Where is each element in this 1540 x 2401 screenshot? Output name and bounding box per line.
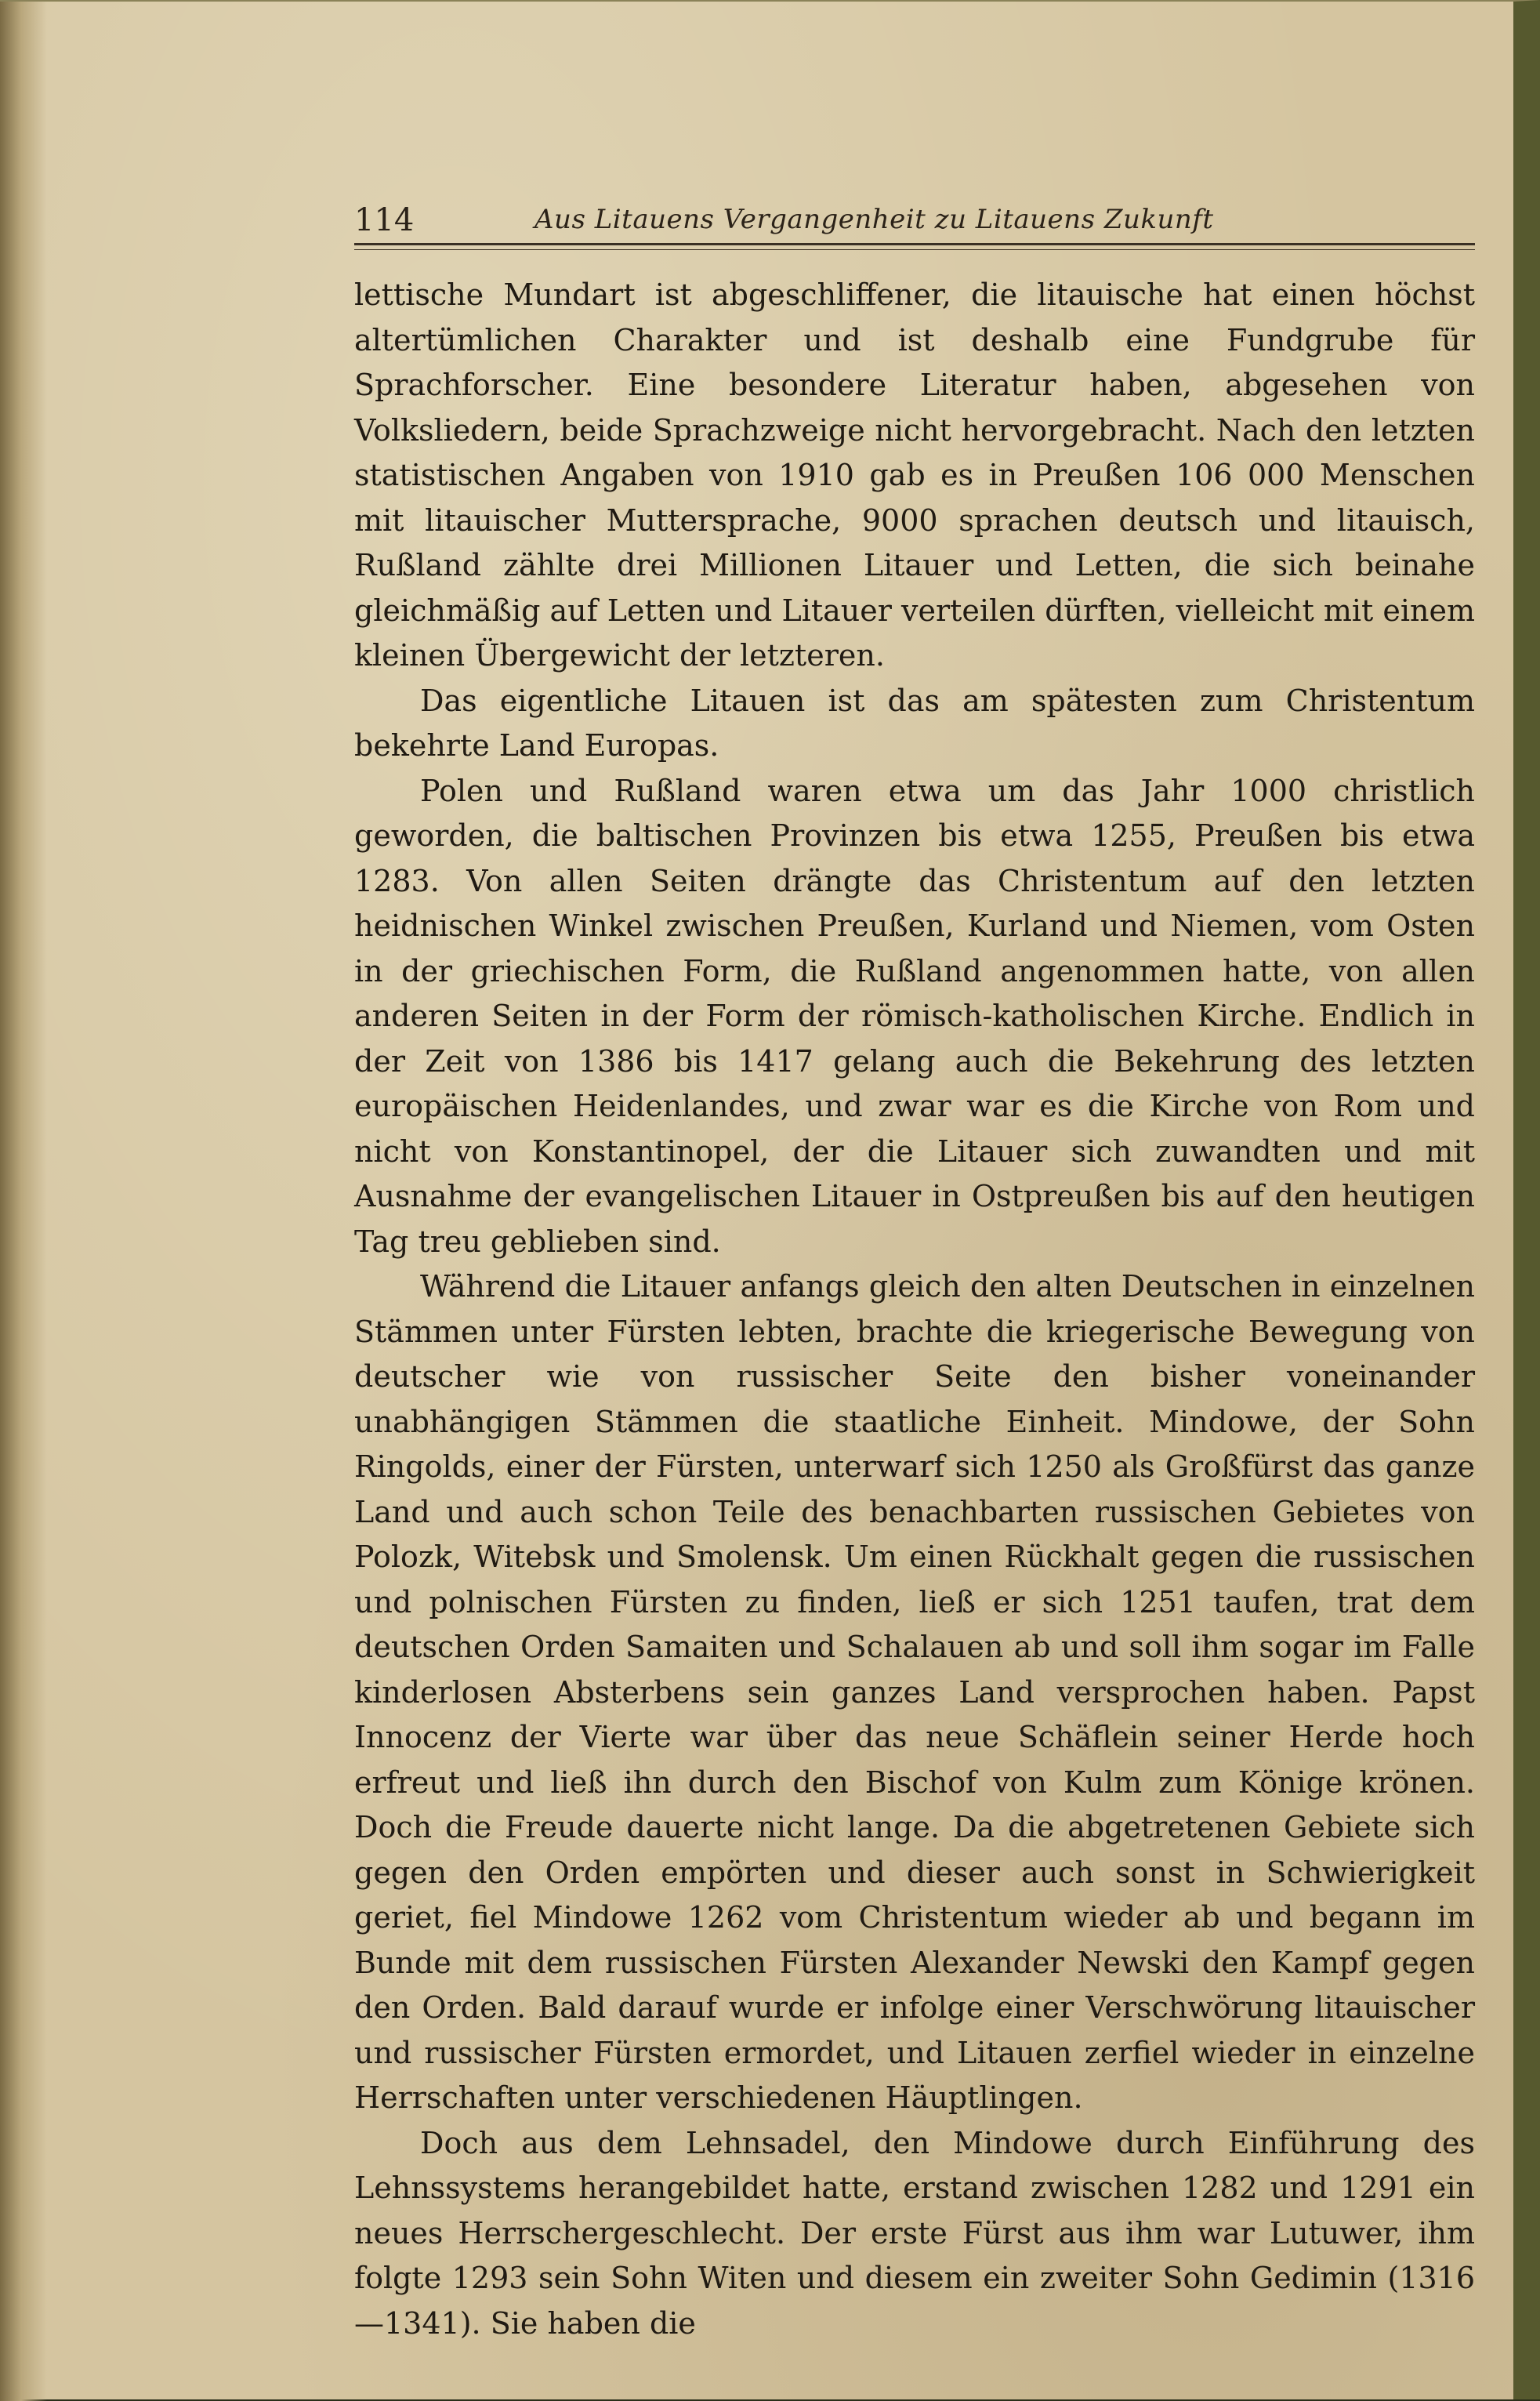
paragraph-5: Doch aus dem Lehnsadel, den Mindowe durch Einführung des Lehnssystems herangebildet hatte, erstand zwischen 1282 und 1291 ein neues Herrschergeschlecht. Der erste Fürst aus ihm war Lutuwer, ihm folgte 1293 sein Sohn Witen und diesem ein zweiter Sohn Gedimin (1316—1341). Sie haben die: [354, 2125, 1475, 2341]
running-title: Aus Litauens Vergangenheit zu Litauens Zukunft: [534, 204, 1214, 235]
paragraph-2: Das eigentliche Litauen ist das am spätesten zum Christentum bekehrte Land Europas.: [354, 683, 1475, 763]
paragraph-1: lettische Mundart ist abgeschliffener, die litauische hat einen höchst altertümlichen Charakter und ist deshalb eine Fundgrube für Sprachforscher. Eine besondere Literatur haben, abgesehen von Volksliedern, beide Sprachzweige nicht hervorgebracht. Nach den letzten statistischen Angaben von 1910 gab es in Preußen 106 000 Menschen mit litauischer Muttersprache, 9000 sprachen deutsch und litauisch, Rußland zählte drei Millionen Litauer und Letten, die sich beinahe gleichmäßig auf Letten und Litauer verteilen dürften, vielleicht mit einem kleinen Übergewicht der letzteren.: [354, 277, 1475, 673]
header-rule-thin: [354, 249, 1475, 250]
page-header: [354, 198, 1475, 246]
page-binding-shadow: [0, 2, 47, 2401]
body-text: [354, 273, 1475, 2346]
header-rule-thick: [354, 243, 1475, 245]
paragraph-4: Während die Litauer anfangs gleich den alten Deutschen in einzelnen Stämmen unter Fürsten lebten, brachte die kriegerische Bewegung von deutscher wie von russischer Seite den bisher voneinander unabhängigen Stämmen die staatliche Einheit. Mindowe, der Sohn Ringolds, einer der Fürsten, unterwarf sich 1250 als Großfürst das ganze Land und auch schon Teile des benachbarten russischen Gebietes von Polozk, Witebsk und Smolensk. Um einen Rückhalt gegen die russischen und polnischen Fürsten zu finden, ließ er sich 1251 taufen, trat dem deutschen Orden Samaiten und Schalauen ab und soll ihm sogar im Falle kinderlosen Absterbens sein ganzes Land versprochen haben. Papst Innocenz der Vierte war über das neue Schäflein seiner Herde hoch erfreut und ließ ihn durch den Bischof von Kulm zum Könige krönen. Doch die Freude dauerte nicht lange. Da die abgetretenen Gebiete sich gegen den Orden empörten und dieser auch sonst in Schwierigkeit geriet, fiel Mindowe 1262 vom Christentum wieder ab und begann im Bunde mit dem russischen Fürsten Alexander Newski den Kampf gegen den Orden. Bald darauf wurde er infolge einer Verschwörung litauischer und russischer Fürsten ermordet, und Litauen zerfiel wieder in einzelne Herrschaften unter verschiedenen Häuptlingen.: [354, 1269, 1475, 2115]
paragraph-3: Polen und Rußland waren etwa um das Jahr 1000 christlich geworden, die baltischen Provinzen bis etwa 1255, Preußen bis etwa 1283. Von allen Seiten drängte das Christentum auf den letzten heidnischen Winkel zwischen Preußen, Kurland und Niemen, vom Osten in der griechischen Form, die Rußland angenommen hatte, von allen anderen Seiten in der Form der römisch-katholischen Kirche. Endlich in der Zeit von 1386 bis 1417 gelang auch die Bekehrung des letzten europäischen Heidenlandes, und zwar war es die Kirche von Rom und nicht von Konstantinopel, der die Litauer sich zuwandten und mit Ausnahme der evangelischen Litauer in Ostpreußen bis auf den heutigen Tag treu geblieben sind.: [354, 773, 1475, 1259]
page-number: 114: [354, 202, 415, 238]
